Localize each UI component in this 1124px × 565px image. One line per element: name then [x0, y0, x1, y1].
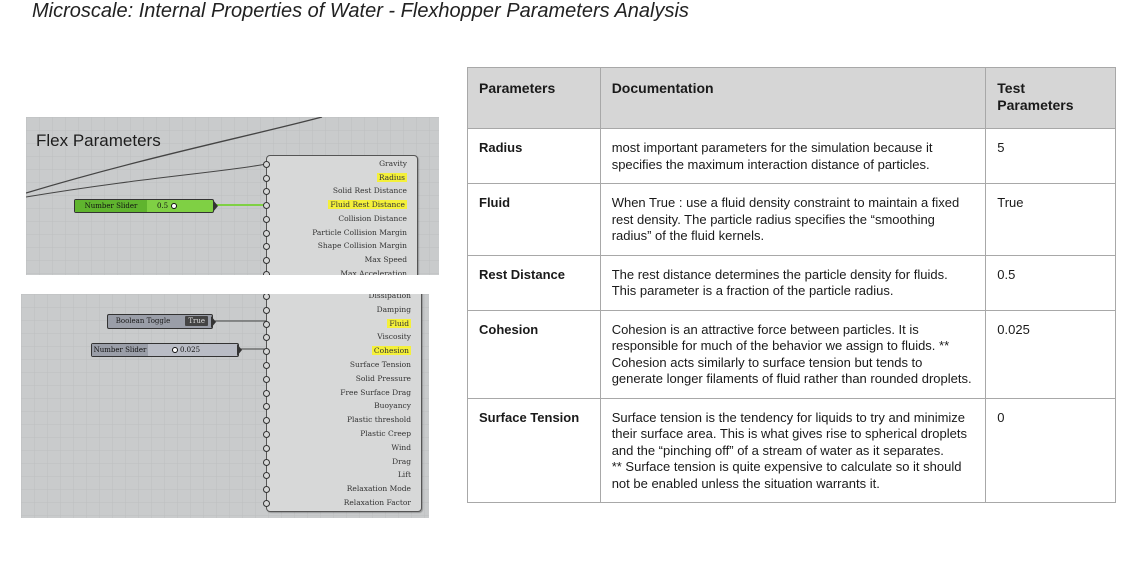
table-row	[468, 184, 1116, 256]
port-label: Free Surface Drag	[340, 387, 411, 397]
port-label: Particle Collision Margin	[312, 227, 407, 237]
port-label: Viscosity	[377, 332, 411, 342]
input-grip[interactable]	[263, 216, 270, 223]
param-doc: Cohesion is an attractive force between particles. It is responsible for much of the behavior we assign to fluids. ** Cohesion acts similarly to surface tension but tends to generate longer filaments of fluid rather than rounded droplets.	[600, 310, 986, 398]
input-grip[interactable]	[263, 294, 270, 300]
flex-parameters-title: Flex Parameters	[36, 131, 161, 150]
input-grip[interactable]	[263, 257, 270, 264]
table-row	[468, 398, 1116, 503]
port-label: Drag	[392, 456, 411, 466]
header-parameters: Parameters	[468, 68, 601, 129]
table-row	[468, 129, 1116, 184]
input-grip[interactable]	[263, 202, 270, 209]
table-header-row	[468, 68, 1116, 129]
flex-params-component[interactable]	[266, 294, 422, 512]
toggle-label: Boolean Toggle	[115, 317, 171, 325]
page-title: Microscale: Internal Properties of Water - Flexhopper Parameters Analysis	[32, 0, 689, 22]
input-grip[interactable]	[263, 188, 270, 195]
param-value: 0.025	[986, 310, 1116, 398]
input-grip[interactable]	[263, 390, 270, 397]
grasshopper-canvas-top[interactable]	[26, 117, 439, 275]
input-grip[interactable]	[263, 348, 270, 355]
param-doc: When True : use a fluid density constraint to maintain a fixed rest density. The particle radius specifies the “smoothing radius” of the fluid kernels.	[600, 184, 986, 256]
port-label: Radius	[378, 172, 405, 182]
port-label: Fluid Rest Distance	[330, 200, 405, 210]
port-label: Gravity	[379, 159, 407, 168]
port-label: Fluid	[389, 318, 409, 328]
port-label: Max Speed	[364, 254, 407, 264]
port-label: Max Acceleration	[340, 268, 407, 275]
output-arrow-icon	[237, 344, 242, 356]
param-name: Fluid	[468, 184, 601, 256]
slider-value: 0.5	[157, 202, 169, 210]
input-grip[interactable]	[263, 417, 270, 424]
param-value: 5	[986, 129, 1116, 184]
slider-knob[interactable]	[172, 347, 178, 353]
input-grip[interactable]	[263, 472, 270, 479]
input-grip[interactable]	[263, 362, 270, 369]
param-name: Cohesion	[468, 310, 601, 398]
input-grip[interactable]	[263, 230, 270, 237]
grasshopper-canvas-bottom[interactable]	[21, 294, 429, 518]
input-grip[interactable]	[263, 334, 270, 341]
port-label: Plastic threshold	[346, 415, 411, 425]
parameters-table	[467, 67, 1116, 503]
input-grip[interactable]	[263, 486, 270, 493]
input-grip[interactable]	[263, 243, 270, 250]
input-grip[interactable]	[263, 431, 270, 438]
input-grip[interactable]	[263, 459, 270, 466]
port-label: Collision Distance	[338, 213, 407, 223]
param-doc: most important parameters for the simulation because it specifies the maximum interaction distance of particles.	[600, 129, 986, 184]
port-label: Solid Rest Distance	[332, 186, 407, 196]
number-slider-cohesion[interactable]	[91, 343, 239, 357]
input-grip[interactable]	[263, 161, 270, 168]
header-test-parameters: Test Parameters	[986, 68, 1116, 129]
slider-label: Number Slider	[75, 200, 147, 212]
slider-label: Number Slider	[93, 346, 147, 354]
toggle-value[interactable]: True	[185, 316, 208, 326]
port-label: Damping	[376, 304, 411, 314]
port-label: Buoyancy	[374, 401, 411, 411]
param-doc: Surface tension is the tendency for liquids to try and minimize their surface area. This is what gives rise to spherical droplets and the “pinching off” of a stream of water as it separates. ** Surface tension is quite expensive to calculate so it should not be enabled unless the situation warrants it.	[600, 398, 986, 503]
number-slider-rest-distance[interactable]	[74, 199, 214, 213]
port-label: Dissipation	[368, 294, 411, 300]
input-grip[interactable]	[263, 500, 270, 507]
port-label: Solid Pressure	[355, 373, 411, 383]
param-name: Surface Tension	[468, 398, 601, 503]
param-name: Rest Distance	[468, 255, 601, 310]
input-grip[interactable]	[263, 175, 270, 182]
boolean-toggle-fluid[interactable]	[107, 314, 213, 329]
table-row	[468, 255, 1116, 310]
input-grip[interactable]	[263, 307, 270, 314]
input-grip[interactable]	[263, 445, 270, 452]
port-label: Cohesion	[373, 346, 409, 356]
input-grip[interactable]	[263, 321, 270, 328]
table-row	[468, 310, 1116, 398]
port-label: Relaxation Mode	[346, 484, 411, 494]
param-name: Radius	[468, 129, 601, 184]
slider-value: 0.025	[180, 346, 201, 354]
port-label: Lift	[397, 470, 411, 480]
port-label: Surface Tension	[349, 360, 411, 369]
param-value: 0	[986, 398, 1116, 503]
slider-knob[interactable]	[171, 203, 177, 209]
port-label: Wind	[391, 442, 411, 452]
input-grip[interactable]	[263, 271, 270, 275]
flex-params-component[interactable]	[266, 155, 418, 275]
port-label: Shape Collision Margin	[317, 241, 407, 251]
port-label: Relaxation Factor	[343, 498, 411, 507]
param-doc: The rest distance determines the particle density for fluids. This parameter is a fraction of the particle radius.	[600, 255, 986, 310]
output-arrow-icon	[211, 316, 216, 328]
output-arrow-icon	[213, 200, 218, 212]
param-value: True	[986, 184, 1116, 256]
input-grip[interactable]	[263, 376, 270, 383]
port-label: Plastic Creep	[360, 429, 411, 438]
param-value: 0.5	[986, 255, 1116, 310]
input-grip[interactable]	[263, 403, 270, 410]
header-documentation: Documentation	[600, 68, 986, 129]
